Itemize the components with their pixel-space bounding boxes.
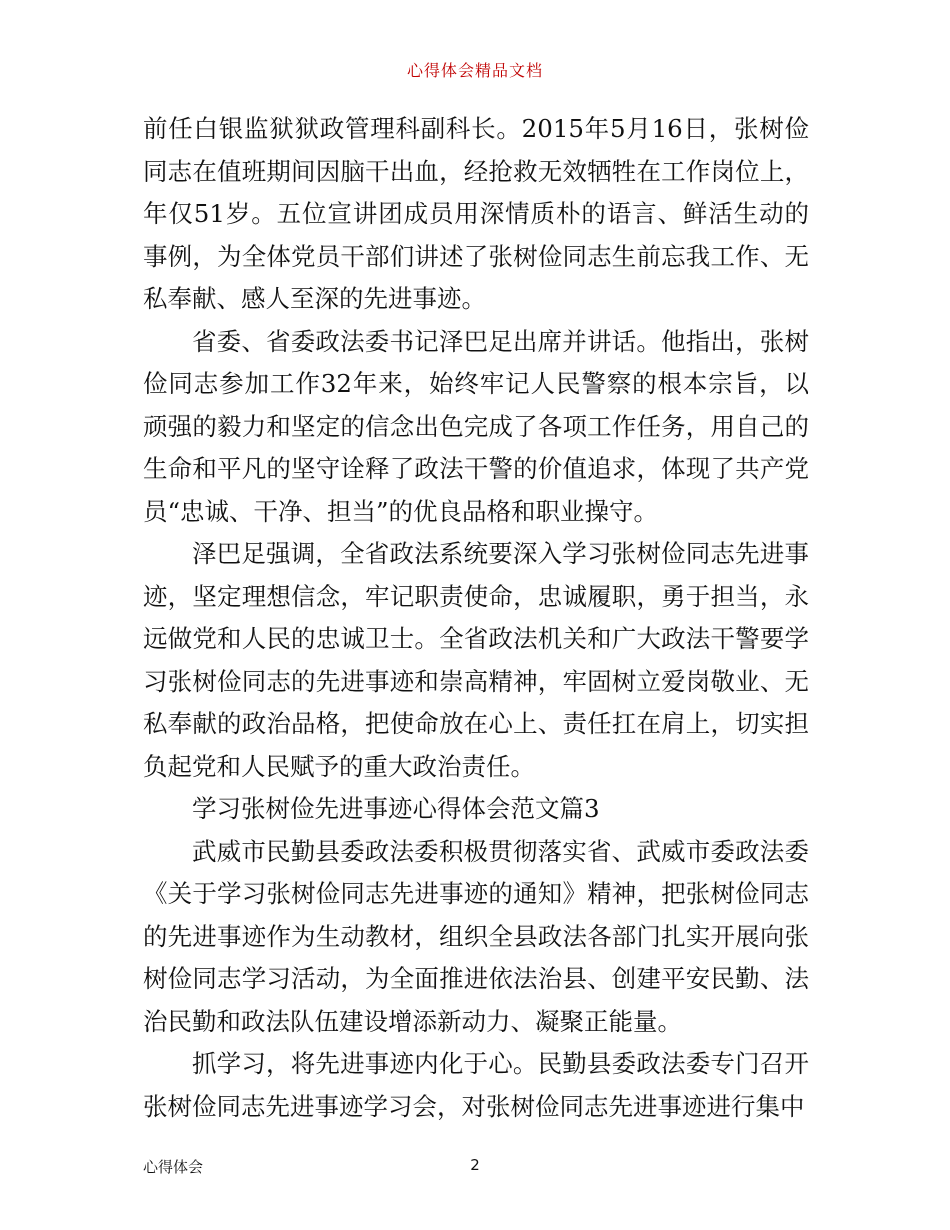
paragraph-continuation: 前任白银监狱狱政管理科副科长。2015年5月16日，张树俭同志在值班期间因脑干出血，经抢救无效牺牲在工作岗位上，年仅51岁。五位宣讲团成员用深情质朴的语言、鲜活生动的事例，为全体党员干部们讲述了张树俭同志生前忘我工作、无私奉献、感人至深的先进事迹。 [143, 114, 809, 313]
paragraph: 泽巴足强调，全省政法系统要深入学习张树俭同志先进事迹，坚定理想信念，牢记职责使命，忠诚履职，勇于担当，永远做党和人民的忠诚卫士。全省政法机关和广大政法干警要学习张树俭同志的先进事迹和崇高精神，牢固树立爱岗敬业、无私奉献的政治品格，把使命放在心上、责任扛在肩上，切实担负起党和人民赋予的重大政治责任。 [143, 539, 809, 781]
paragraph: 抓学习，将先进事迹内化于心。民勤县委政法委专门召开张树俭同志先进事迹学习会，对张树俭同志先进事迹进行集中 [143, 1049, 809, 1121]
paragraph: 武威市民勤县委政法委积极贯彻落实省、武威市委政法委《关于学习张树俭同志先进事迹的通知》精神，把张树俭同志的先进事迹作为生动教材，组织全县政法各部门扎实开展向张树俭同志学习活动，为全面推进依法治县、创建平安民勤、法治民勤和政法队伍建设增添新动力、凝聚正能量。 [143, 836, 809, 1036]
section-heading: 学习张树俭先进事迹心得体会范文篇3 [192, 794, 600, 823]
page-number: 2 [470, 1156, 480, 1174]
header-title: 心得体会精品文档 [406, 61, 543, 80]
paragraph: 省委、省委政法委书记泽巴足出席并讲话。他指出，张树俭同志参加工作32年来，始终牢记人民警察的根本宗旨，以顽强的毅力和坚定的信念出色完成了各项工作任务，用自己的生命和平凡的坚守诠释了政法干警的价值追求，体现了共产党员“忠诚、干净、担当”的优良品格和职业操守。 [143, 326, 809, 526]
document-body [143, 108, 809, 1128]
footer-label: 心得体会 [143, 1158, 204, 1176]
